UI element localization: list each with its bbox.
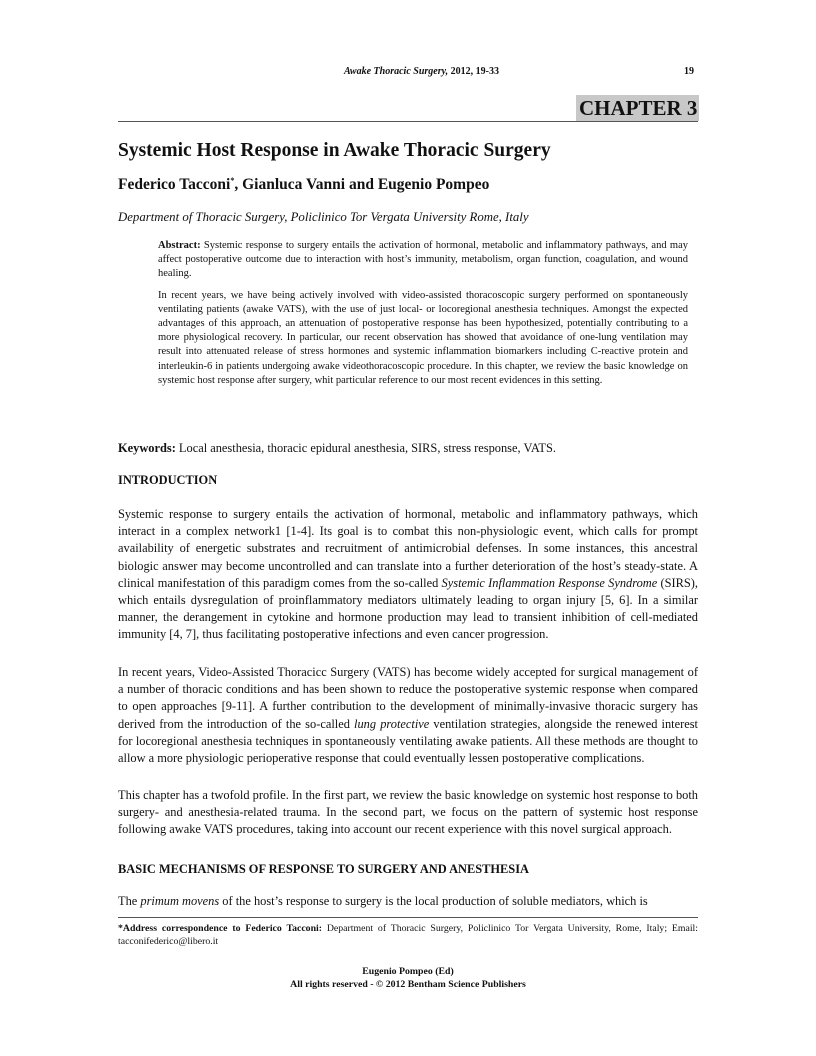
- footnote-divider: [118, 917, 698, 918]
- running-head-title: [344, 66, 499, 77]
- text-run: (SIRS), which entails dysregulation of proinflammatory mediators ultimately leading to organ injury [5, 6]. In a similar manner, the derangement in cytokine and hormone production may lead to transient inhibition of cell-mediated immunity [4, 7], thus facilitating postoperative infections and even cancer progression.: [118, 575, 698, 642]
- first-author: Federico Tacconi: [118, 176, 231, 193]
- footnote: [118, 922, 698, 948]
- correspondence-marker: *: [230, 176, 235, 185]
- body-paragraph: [118, 506, 698, 644]
- keywords-label: Keywords:: [118, 441, 176, 455]
- text-run: In recent years, Video-Assisted Thoracicc Surgery (VATS) has become widely accepted for surgical management of a number of thoracic conditions and has been shown to reduce the postoperative systemic response when compared to open approaches [9-11]. A further contribution to the development of minimally-invasive thoracic surgery has derived from the introduction of the so-called: [118, 665, 698, 731]
- running-head: [0, 66, 816, 80]
- footnote-text: Department of Thoracic Surgery, Policlinico Tor Vergata University, Rome, Italy; Email: tacconifederico@libero.it: [118, 923, 698, 947]
- rights-line: All rights reserved - © 2012 Bentham Science Publishers: [290, 979, 526, 990]
- journal-year-pages: 2012, 19-33: [448, 66, 500, 77]
- chapter-title: Systemic Host Response in Awake Thoracic Surgery: [118, 140, 551, 161]
- author-list: [118, 176, 489, 194]
- footnote-label: *Address correspondence to Federico Tacconi:: [118, 923, 323, 934]
- abstract-text: Systemic response to surgery entails the activation of hormonal, metabolic and inflammatory pathways, and may affect postoperative outcome due to interaction with host’s immunity, metabolism, organ function, coagulation, and wound healing.: [158, 240, 688, 280]
- text-run: of the host’s response to surgery is the local production of soluble mediators, which is: [219, 894, 648, 908]
- chapter-divider: [118, 121, 698, 122]
- term-primum-movens: primum movens: [140, 894, 220, 908]
- keywords-text: Local anesthesia, thoracic epidural anesthesia, SIRS, stress response, VATS.: [175, 441, 556, 455]
- affiliation: Department of Thoracic Surgery, Policlinico Tor Vergata University Rome, Italy: [118, 210, 529, 224]
- section-heading-introduction: INTRODUCTION: [118, 473, 218, 487]
- keywords: [118, 441, 698, 456]
- other-authors: , Gianluca Vanni and Eugenio Pompeo: [234, 176, 490, 193]
- body-paragraph: [118, 893, 698, 910]
- section-heading-basic-mechanisms: BASIC MECHANISMS OF RESPONSE TO SURGERY AND ANESTHESIA: [118, 862, 529, 876]
- abstract-paragraph: In recent years, we have being actively involved with video-assisted thoracoscopic surgery performed on spontaneously ventilating patients (awake VATS), with the use of just local- or locoregional anesthesia techniques. Amongst the expected advantages of this approach, an attenuation of postoperative response has been hypothesized, potentially contributing to a more physiological recovery. In particular, our recent observation has showed that avoidance of one-lung ventilation may result into attenuated release of stress hormones and systemic inflammation biomarkers including C-reactive protein and interleukin-6 in patients undergoing awake videothoracoscopic procedure. In this chapter, we review the basic knowledge on systemic host response after surgery, whit particular reference to our most recent evidences in this setting.: [158, 289, 688, 386]
- term-sirs: Systemic Inflammation Response Syndrome: [441, 575, 658, 590]
- body-paragraph: [118, 664, 698, 767]
- text-run: Systemic response to surgery entails the activation of hormonal, metabolic and inflammatory pathways, which interact in a complex network1 [1-4]. Its goal is to combat this non-physiologic event, which calls for prompt availability of energetic substrates and recruitment of antimicrobial defenses. In some instances, this ancestral biologic answer may become uncontrolled and can translate into a further deterioration of the host’s steady-state. A clinical manifestation of this paradigm comes from the so-called: [118, 507, 698, 590]
- journal-name: Awake Thoracic Surgery,: [344, 66, 449, 77]
- editor-line: Eugenio Pompeo (Ed): [362, 966, 454, 977]
- abstract-paragraph: [158, 239, 688, 282]
- abstract-label: Abstract:: [158, 240, 201, 251]
- body-paragraph: This chapter has a twofold profile. In the first part, we review the basic knowledge on systemic host response to both surgery- and anesthesia-related trauma. In the second part, we focus on the pattern of systemic host response following awake VATS procedures, taking into account our recent experience with this novel surgical approach.: [118, 788, 698, 837]
- term-lung-protective: lung protective: [354, 716, 430, 731]
- publisher-info: [0, 965, 816, 991]
- abstract: [158, 239, 688, 395]
- text-run: The: [118, 894, 141, 908]
- page-number: 19: [684, 66, 694, 77]
- text-run: ventilation strategies, alongside the renewed interest for locoregional anesthesia techniques in spontaneously ventilating awake patients. All these methods are thought to allow a more physiologic perioperative response that could eventually lessen postoperative complications.: [118, 716, 698, 766]
- chapter-label: CHAPTER 3: [576, 95, 699, 121]
